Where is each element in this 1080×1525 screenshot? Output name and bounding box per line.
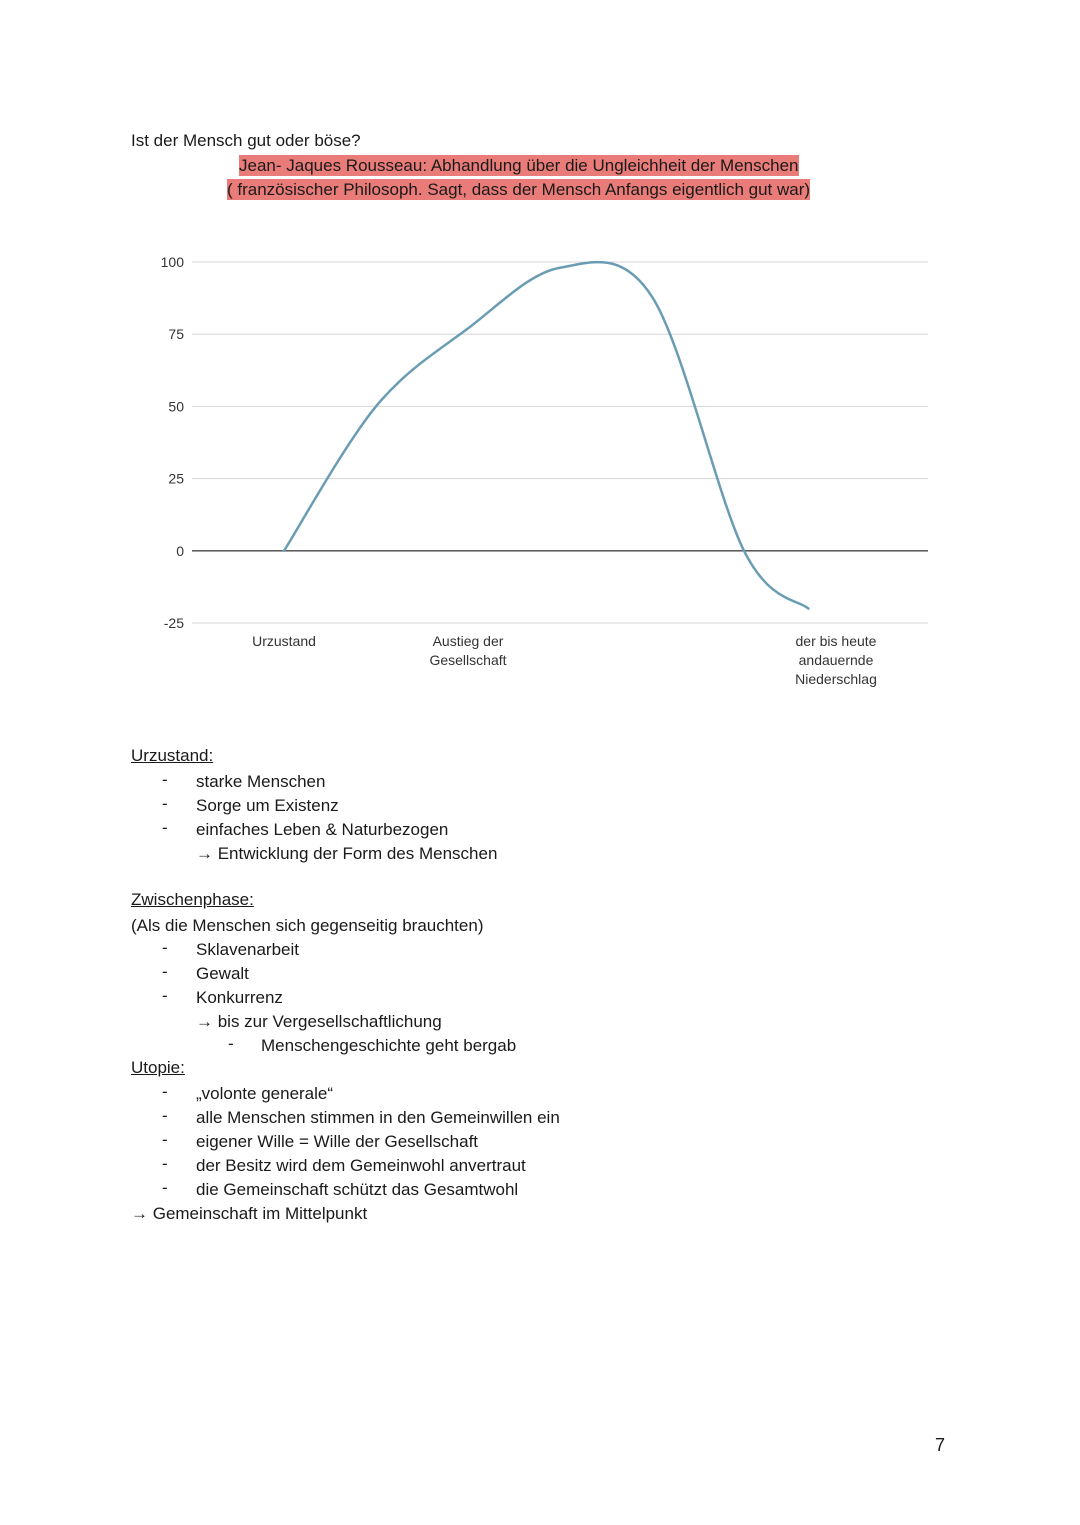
bullet-dash: -: [162, 962, 168, 981]
y-tick-label: 0: [176, 542, 184, 559]
x-tick-label: der bis heute: [795, 633, 877, 649]
y-tick-label: 75: [168, 326, 184, 343]
list-item: einfaches Leben & Naturbezogen: [196, 820, 449, 839]
list-item: „volonte generale“: [196, 1084, 334, 1103]
line-chart: [140, 240, 940, 700]
result-line: → bis zur Vergesellschaftlichung: [196, 1012, 442, 1031]
x-tick-label: Urzustand: [252, 633, 316, 649]
sub-item: Menschengeschichte geht bergab: [261, 1036, 517, 1055]
bullet-dash: -: [162, 986, 168, 1005]
highlight-title: Jean- Jaques Rousseau: Abhandlung über die Ungleichheit der Menschen: [239, 156, 799, 175]
note-line: (Als die Menschen sich gegenseitig brauchten): [131, 916, 484, 935]
highlight-subtitle: ( französischer Philosoph. Sagt, dass der Mensch Anfangs eigentlich gut war): [227, 180, 811, 199]
heading-zwischenphase: Zwischenphase:: [131, 890, 254, 909]
y-tick-label: 50: [168, 398, 184, 415]
x-tick-label: Gesellschaft: [429, 652, 507, 668]
bullet-dash: -: [162, 1154, 168, 1173]
series-line: [284, 262, 808, 609]
x-tick-label: Niederschlag: [795, 671, 877, 687]
heading-utopie: Utopie:: [131, 1058, 185, 1077]
heading-urzustand: Urzustand:: [131, 746, 214, 765]
y-tick-label: 25: [168, 470, 184, 487]
result-line: → Gemeinschaft im Mittelpunkt: [131, 1204, 368, 1223]
bullet-dash: -: [162, 1106, 168, 1125]
list-item: Sklavenarbeit: [196, 940, 300, 959]
bullet-dash: -: [162, 770, 168, 789]
y-tick-label: 100: [160, 254, 184, 270]
list-item: Gewalt: [196, 964, 249, 983]
bullet-dash: -: [228, 1034, 234, 1053]
list-item: eigener Wille = Wille der Gesellschaft: [196, 1132, 479, 1151]
page-question: Ist der Mensch gut oder böse?: [131, 131, 361, 150]
page-number: 7: [935, 1435, 946, 1455]
list-item: starke Menschen: [196, 772, 326, 791]
y-tick-label: -25: [163, 615, 184, 631]
bullet-dash: -: [162, 794, 168, 813]
x-tick-label: andauernde: [798, 652, 874, 668]
bullet-dash: -: [162, 1130, 168, 1149]
list-item: Sorge um Existenz: [196, 796, 339, 815]
list-item: alle Menschen stimmen in den Gemeinwillen ein: [196, 1108, 560, 1127]
bullet-dash: -: [162, 1082, 168, 1101]
x-tick-label: Austieg der: [432, 633, 504, 649]
bullet-dash: -: [162, 938, 168, 957]
bullet-dash: -: [162, 1178, 168, 1197]
list-item: die Gemeinschaft schützt das Gesamtwohl: [196, 1180, 519, 1199]
bullet-dash: -: [162, 818, 168, 837]
list-item: der Besitz wird dem Gemeinwohl anvertraut: [196, 1156, 526, 1175]
result-line: → Entwicklung der Form des Menschen: [196, 844, 498, 863]
list-item: Konkurrenz: [196, 988, 283, 1007]
